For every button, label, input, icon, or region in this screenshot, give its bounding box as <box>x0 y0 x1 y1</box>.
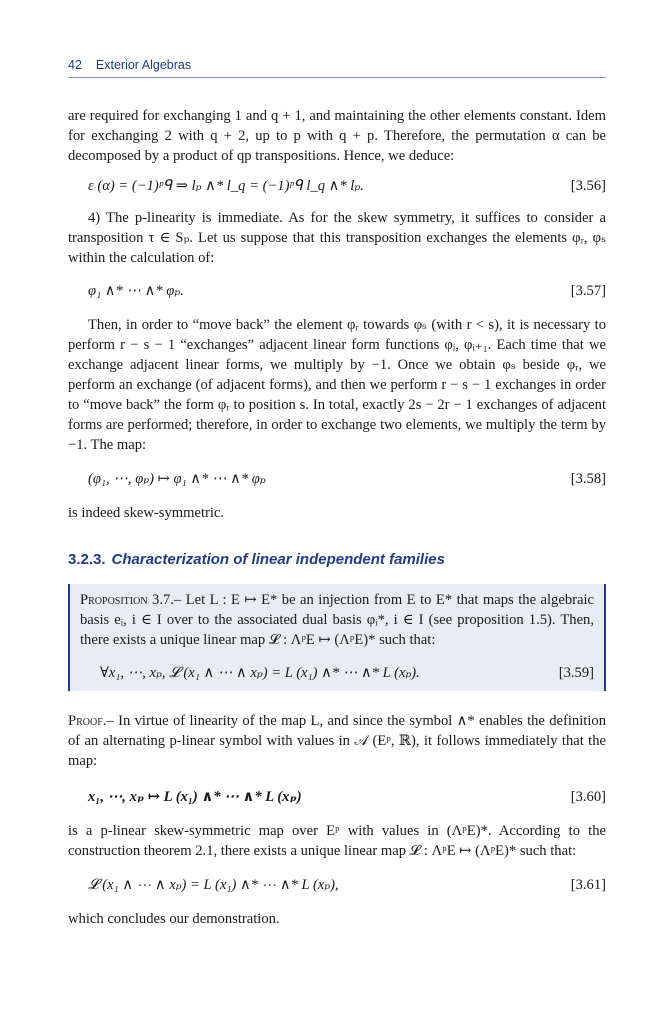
paragraph: is indeed skew-symmetric. <box>68 505 225 521</box>
equation-3-59 <box>80 663 594 683</box>
paragraph: Then, in order to “move back” the element φᵣ towards φₛ (with r < s), it is necessary to perform r − s − 1 “exchanges” adjacent linear form functions φᵢ, φᵢ₊₁. Each time that we exchange adjacent linear forms, we multiply by −1. Once we obtain φₛ beside φᵣ, we perform an exchange (of adjacent forms), and then we perform r − s − 1 exchanges in order to “move back” the form φᵣ to position s. In total, exactly 2s − 2r − 1 exchanges of adjacent forms are performed; therefore, in order to exchange two elements, we multiply the term by −1. The map: <box>68 317 606 453</box>
equation-content: (φ₁, ⋯, φₚ) ↦ φ₁ ∧* ⋯ ∧* φₚ <box>88 471 266 487</box>
paragraph: 4) The p-linearity is immediate. As for the skew symmetry, it suffices to consider a transposition τ ∈ Sₚ. Let us suppose that this transposition exchanges the elements φᵣ, φₛ within the calculation of: <box>68 210 606 266</box>
equation-3-60 <box>68 787 606 807</box>
paragraph: are required for exchanging 1 and q + 1, and maintaining the other elements constant. Idem for exchanging 2 with q + 2, up to p with q + p. Therefore, the permutation α can be decomposed by a product of qp transpositions. Hence, we deduce: <box>68 108 606 164</box>
page-header <box>68 58 606 78</box>
proposition-label: Proposition 3.7.– <box>80 592 182 608</box>
equation-3-61 <box>68 875 606 895</box>
section-number: 3.2.3. <box>68 551 106 568</box>
equation-3-56 <box>68 176 606 196</box>
equation-tag: [3.61] <box>570 877 606 893</box>
proposition-text <box>80 590 594 650</box>
equation-content: φ₁ ∧* ⋯ ∧* φₚ. <box>88 283 184 299</box>
equation-tag: [3.60] <box>570 789 606 805</box>
page-body <box>68 106 606 929</box>
section-heading <box>68 550 606 570</box>
proposition-body: Let L : E ↦ E* be an injection from E to E* that maps the algebraic basis eᵢ, i ∈ I over to the associated dual basis φᵢ*, i ∈ I (see proposition 1.5). Then, there exists a unique linear map 𝓛 : ΛᵖE ↦ (ΛᵖE)* such that: <box>80 592 594 648</box>
proof-paragraph <box>68 711 606 771</box>
proof-text: In virtue of linearity of the map L, and since the symbol ∧* enables the definition of an alternating p-linear symbol with values in 𝒜 (Eᵖ, ℝ), it follows immediately that the map: <box>68 713 606 769</box>
proposition-box <box>68 584 606 691</box>
equation-content: ∀x₁, ⋯, xₚ, 𝓛 (x₁ ∧ ⋯ ∧ xₚ) = L (x₁) ∧* ⋯ ∧* L (xₚ). <box>100 665 420 681</box>
proof-label: Proof.– <box>68 713 114 729</box>
paragraph: which concludes our demonstration. <box>68 911 280 927</box>
paragraph: is a p-linear skew-symmetric map over Eᵖ with values in (ΛᵖE)*. According to the construction theorem 2.1, there exists a unique linear map 𝓛 : ΛᵖE ↦ (ΛᵖE)* such that: <box>68 823 606 859</box>
running-title: Exterior Algebras <box>95 58 192 72</box>
section-title: Characterization of linear independent families <box>111 551 445 568</box>
equation-3-58 <box>68 469 606 489</box>
equation-tag: [3.57] <box>570 283 606 299</box>
page-number: 42 <box>68 58 82 72</box>
equation-content: ε (α) = (−1)ᵖᑫ ⇒ lₚ ∧* l_q = (−1)ᵖᑫ l_q ∧* lₚ. <box>88 178 364 194</box>
equation-tag: [3.58] <box>570 471 606 487</box>
equation-tag: [3.59] <box>558 665 594 681</box>
equation-3-57 <box>68 281 606 301</box>
equation-content: 𝓛 (x₁ ∧ ⋯ ∧ xₚ) = L (x₁) ∧* ⋯ ∧* L (xₚ), <box>88 877 339 893</box>
equation-tag: [3.56] <box>570 178 606 194</box>
equation-content: x₁, ⋯, xₚ ↦ L (x₁) ∧* ⋯ ∧* L (xₚ) <box>88 789 302 805</box>
